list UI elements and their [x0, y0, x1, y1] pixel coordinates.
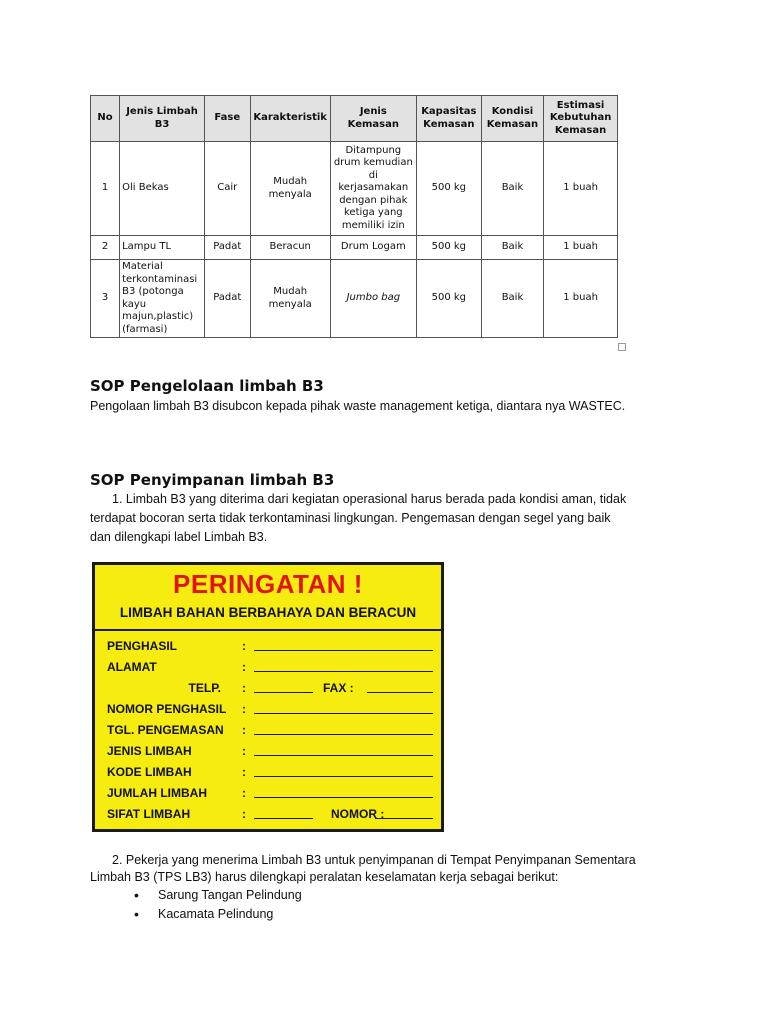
field-label: NOMOR PENGHASIL — [107, 702, 227, 716]
list-item-2-line-2: Limbah B3 (TPS LB3) harus dilengkapi peralatan keselamatan kerja sebagai berikut: — [90, 870, 559, 884]
header-no: No — [91, 96, 120, 142]
list-item-1-line-1: 1. Limbah B3 yang diterima dari kegiatan operasional harus berada pada kondisi aman, tidak — [112, 492, 627, 506]
field-label: SIFAT LIMBAH — [107, 807, 191, 821]
field-label: KODE LIMBAH — [107, 765, 192, 779]
section-heading-pengelolaan: SOP Pengelolaan limbah B3 — [90, 377, 324, 395]
list-item-1-line-2: terdapat bocoran serta tidak terkontaminasi lingkungan. Pengemasan dengan segel yang baik — [90, 511, 611, 525]
field-label: JENIS LIMBAH — [107, 744, 192, 758]
field-alamat — [107, 658, 433, 678]
cell-jenis-kemasan: Drum Logam — [330, 236, 416, 260]
hazard-warning-label — [92, 562, 444, 832]
cell-kondisi: Baik — [481, 260, 543, 338]
list-item-1-line-3: dan dilengkapi label Limbah B3. — [90, 530, 268, 544]
label-title: PERINGATAN ! — [173, 569, 363, 599]
cell-no: 3 — [91, 260, 120, 338]
field-jumlah-limbah — [107, 784, 433, 804]
field-blank-line — [254, 650, 433, 651]
field-tgl-pengemasan — [107, 721, 433, 741]
field-jenis-limbah — [107, 742, 433, 762]
cell-jenis-limbah: Material terkontaminasi B3 (potonga kayu majun,plastic) (farmasi) — [120, 260, 205, 338]
field-nomor-penghasil — [107, 700, 433, 720]
list-item-2-line-1: 2. Pekerja yang menerima Limbah B3 untuk penyimpanan di Tempat Penyimpanan Sementara — [112, 853, 636, 867]
section-text-pengelolaan: Pengolaan limbah B3 disubcon kepada pihak waste management ketiga, diantara nya WASTEC. — [90, 399, 626, 413]
field-blank-line — [254, 671, 433, 672]
cell-no: 1 — [91, 142, 120, 236]
list-item: • Sarung Tangan Pelindung — [158, 886, 302, 905]
field-colon: : — [242, 723, 246, 737]
waste-table — [90, 95, 618, 338]
field-colon: : — [242, 744, 246, 758]
cell-jenis-kemasan: Jumbo bag — [330, 260, 416, 338]
cell-fase: Padat — [205, 260, 251, 338]
ppe-bullet-list — [134, 886, 302, 924]
field-label: PENGHASIL — [107, 639, 178, 653]
header-karakteristik: Karakteristik — [250, 96, 330, 142]
field-label: JUMLAH LIMBAH — [107, 786, 207, 800]
table-resize-handle[interactable] — [618, 343, 626, 351]
header-kapasitas: Kapasitas Kemasan — [416, 96, 481, 142]
cell-estimasi: 1 buah — [544, 236, 618, 260]
table-row — [91, 236, 618, 260]
field-label: TGL. PENGEMASAN — [107, 723, 224, 737]
field-blank-line — [254, 734, 433, 735]
cell-estimasi: 1 buah — [544, 260, 618, 338]
field-blank-line — [254, 692, 313, 693]
label-subtitle: LIMBAH BAHAN BERBAHAYA DAN BERACUN — [119, 605, 417, 620]
list-item: • Kacamata Pelindung — [158, 905, 302, 924]
field-colon: : — [242, 765, 246, 779]
header-estimasi: Estimasi Kebutuhan Kemasan — [544, 96, 618, 142]
table-row — [91, 142, 618, 236]
field-blank-line — [254, 818, 313, 819]
cell-kondisi: Baik — [481, 142, 543, 236]
field-colon: : — [242, 786, 246, 800]
cell-kapasitas: 500 kg — [416, 142, 481, 236]
header-kondisi: Kondisi Kemasan — [481, 96, 543, 142]
table-header-row — [91, 96, 618, 142]
cell-karakteristik: Mudah menyala — [250, 142, 330, 236]
cell-kondisi: Baik — [481, 236, 543, 260]
field-sublabel-nomor: NOMOR : — [331, 807, 385, 821]
cell-no: 2 — [91, 236, 120, 260]
field-colon: : — [242, 807, 246, 821]
field-kode-limbah — [107, 763, 433, 783]
field-label: ALAMAT — [107, 660, 157, 674]
label-divider — [95, 629, 441, 631]
cell-kapasitas: 500 kg — [416, 260, 481, 338]
section-heading-penyimpanan: SOP Penyimpanan limbah B3 — [90, 471, 335, 489]
field-blank-line — [254, 713, 433, 714]
field-colon: : — [242, 702, 246, 716]
field-sublabel-fax: FAX : — [323, 681, 354, 695]
field-colon: : — [242, 660, 246, 674]
header-fase: Fase — [205, 96, 251, 142]
cell-karakteristik: Mudah menyala — [250, 260, 330, 338]
field-sifat-limbah — [107, 805, 433, 825]
cell-jenis-limbah: Lampu TL — [120, 236, 205, 260]
field-colon: : — [242, 639, 246, 653]
field-blank-line — [375, 818, 433, 819]
field-blank-line — [254, 776, 433, 777]
field-label: TELP. — [188, 681, 221, 695]
cell-karakteristik: Beracun — [250, 236, 330, 260]
cell-fase: Cair — [205, 142, 251, 236]
field-blank-line — [367, 692, 433, 693]
field-telp — [107, 679, 433, 699]
cell-jenis-kemasan: Ditampung drum kemudian di kerjasamakan dengan pihak ketiga yang memiliki izin — [330, 142, 416, 236]
field-penghasil — [107, 637, 433, 657]
header-jenis-limbah: Jenis Limbah B3 — [120, 96, 205, 142]
field-blank-line — [254, 797, 433, 798]
field-colon: : — [242, 681, 246, 695]
field-blank-line — [254, 755, 433, 756]
header-jenis-kemasan: Jenis Kemasan — [330, 96, 416, 142]
cell-jenis-limbah: Oli Bekas — [120, 142, 205, 236]
cell-kapasitas: 500 kg — [416, 236, 481, 260]
table-row — [91, 260, 618, 338]
cell-fase: Padat — [205, 236, 251, 260]
cell-estimasi: 1 buah — [544, 142, 618, 236]
